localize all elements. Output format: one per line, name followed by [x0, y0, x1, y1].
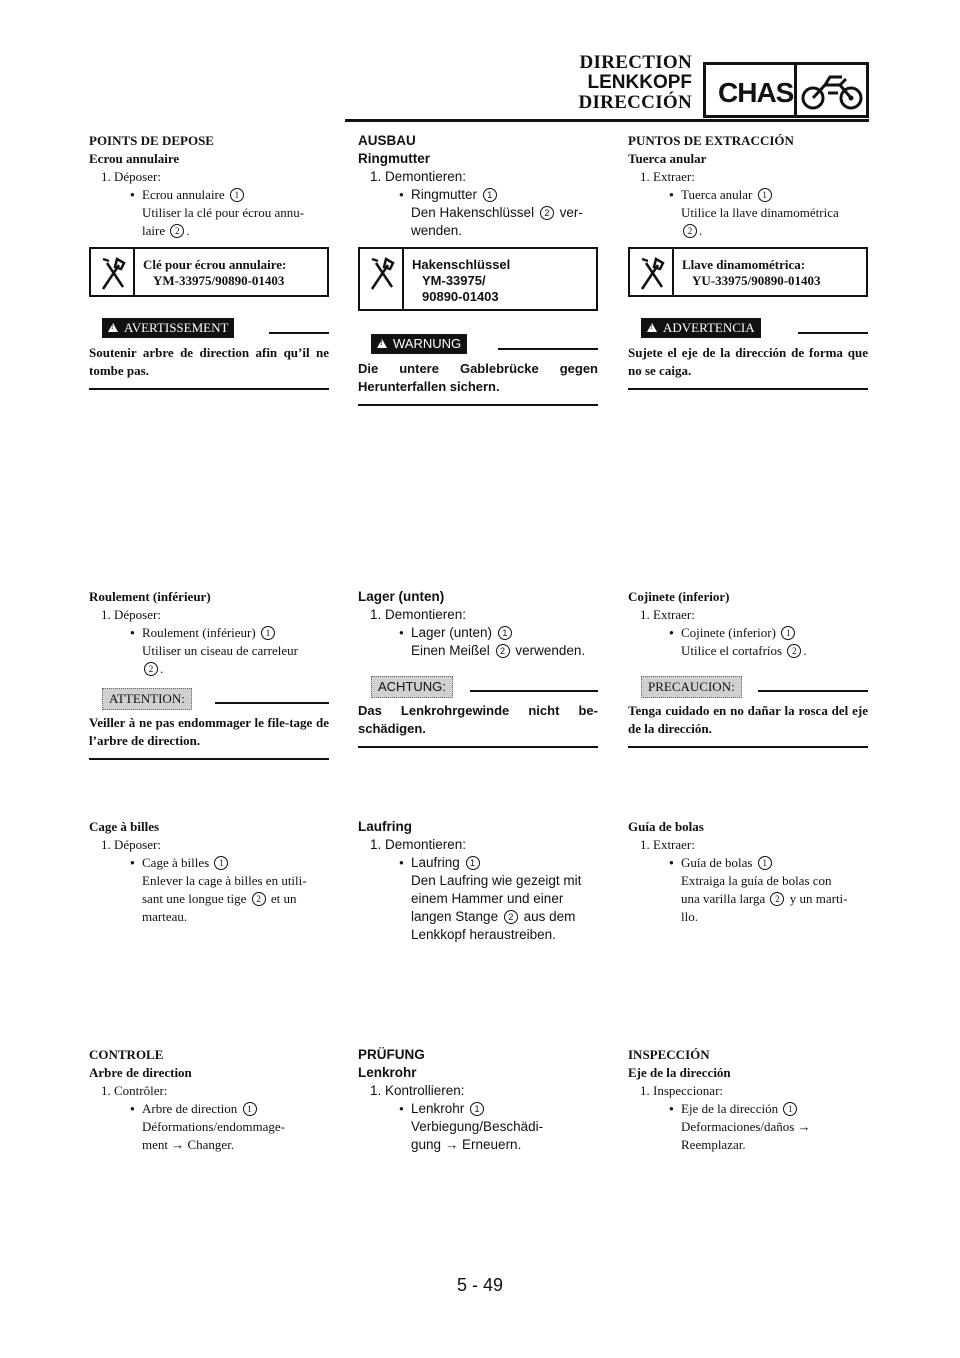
callout-1: 1: [783, 1102, 797, 1116]
de-section-bearing: [358, 588, 598, 660]
de-subheading: Lager (unten): [358, 589, 445, 604]
es-tool-number: YU-33975/90890-01403: [692, 273, 821, 288]
header-title-de: LENKKOPF: [587, 72, 692, 93]
es-caution-text: Tenga cuidado en no dañar la rosca del eje de la dirección.: [628, 703, 868, 736]
es-instruction: Utilice la llave dinamométrica 2 .: [681, 205, 839, 238]
de-bullet-text: Lager (unten): [411, 625, 493, 640]
divider: [498, 348, 598, 350]
fr-instruction: Utiliser la clé pour écrou annu- laire 2 .: [142, 205, 305, 238]
caution-badge: ATTENTION:: [102, 688, 192, 710]
de-instruction-text: Lenkkopf heraustreiben.: [411, 927, 556, 942]
es-step: 1. Inspeccionar:: [640, 1083, 724, 1098]
motorcycle-icon: [800, 71, 864, 111]
warning-label: WARNUNG: [393, 336, 462, 351]
es-subheading: Eje de la dirección: [628, 1065, 731, 1080]
es-instruction-text: Deformaciones/daños →: [681, 1119, 811, 1134]
wrench-icon: [630, 249, 674, 295]
es-subheading: Tuerca anular: [628, 151, 707, 166]
de-tool-name: Hakenschlüssel: [412, 257, 511, 272]
de-instruction: [358, 872, 598, 944]
fr-bullet-text: Roulement (inférieur): [142, 625, 256, 640]
callout-2: 2: [252, 892, 266, 906]
fr-caution-text: Veiller à ne pas endommager le file-tage de l’arbre de direction.: [89, 715, 329, 748]
fr-subheading: Arbre de direction: [89, 1065, 192, 1080]
divider: [89, 388, 329, 390]
de-instruction-text: verwenden.: [515, 643, 586, 658]
es-warning-text: Sujete el eje de la dirección de forma que no se caiga.: [628, 345, 868, 378]
es-instruction-text: Utilice el cortafríos: [681, 643, 783, 658]
es-bullet-item: [628, 186, 868, 204]
de-instruction-text: gung → Erneuern.: [411, 1137, 522, 1152]
fr-instruction-text: marteau.: [142, 909, 188, 924]
callout-1: 1: [758, 188, 772, 202]
es-bullet-text: Eje de la dirección: [681, 1101, 779, 1116]
callout-1: 1: [498, 626, 512, 640]
es-section-bearing: [628, 588, 868, 660]
fr-section-heading: POINTS DE DEPOSE: [89, 133, 214, 148]
de-instruction-text: einem Hammer und einer: [411, 891, 564, 906]
callout-1: 1: [261, 626, 275, 640]
fr-instruction-text: et un: [270, 891, 297, 906]
callout-1: 1: [483, 188, 497, 202]
callout-1: 1: [758, 856, 772, 870]
es-bullet-item: [628, 624, 868, 642]
fr-special-tool-box: [89, 247, 329, 297]
fr-bullet-item: [89, 854, 329, 872]
de-instruction-text: Einen Meißel: [411, 643, 490, 658]
divider: [358, 404, 598, 406]
fr-tool-number: YM-33975/90890-01403: [153, 273, 285, 288]
de-bullet-item: [358, 186, 598, 204]
de-bullet-item: [358, 854, 598, 872]
es-subheading: Cojinete (inferior): [628, 589, 730, 604]
fr-step: 1. Déposer:: [101, 607, 161, 622]
es-bullet-text: Guía de bolas: [681, 855, 753, 870]
warning-triangle-icon: [108, 323, 118, 332]
fr-bullet-text: Ecrou annulaire: [142, 187, 225, 202]
de-instruction-text: Verbiegung/Beschädi-: [411, 1119, 544, 1134]
fr-section-heading: CONTROLE: [89, 1047, 164, 1062]
callout-2: 2: [170, 224, 184, 238]
de-step: 1. Demontieren:: [370, 169, 467, 184]
page-number: 5 - 49: [456, 1275, 504, 1295]
es-instruction: [628, 1118, 868, 1154]
warning-badge: [641, 318, 761, 338]
de-caution-box: [358, 676, 598, 748]
warning-triangle-icon: [647, 323, 657, 332]
warning-label: AVERTISSEMENT: [124, 320, 229, 335]
de-bullet-item: [358, 624, 598, 642]
es-bullet-item: [628, 854, 868, 872]
fr-caution-box: [89, 688, 329, 760]
de-step: 1. Demontieren:: [370, 607, 467, 622]
es-subheading: Guía de bolas: [628, 819, 704, 834]
divider: [628, 746, 868, 748]
de-tool-number: 90890-01403: [422, 289, 499, 304]
header-title-es: DIRECCIÓN: [578, 92, 692, 113]
callout-1: 1: [781, 626, 795, 640]
es-bullet-item: [628, 1100, 868, 1118]
es-special-tool-box: [628, 247, 868, 297]
de-step: 1. Demontieren:: [370, 837, 467, 852]
de-subheading: Laufring: [358, 819, 412, 834]
de-instruction: [358, 642, 598, 660]
fr-bullet-text: Arbre de direction: [142, 1101, 238, 1116]
de-step: 1. Kontrollieren:: [370, 1083, 465, 1098]
divider: [215, 702, 329, 704]
callout-2: 2: [540, 206, 554, 220]
fr-section-ring-nut: [89, 132, 329, 240]
de-section-heading: AUSBAU: [358, 133, 416, 148]
wrench-icon: [91, 249, 135, 295]
fr-instruction-text: ment → Changer.: [142, 1137, 235, 1152]
fr-section-race: [89, 818, 329, 926]
fr-instruction: [89, 1118, 329, 1154]
fr-bullet-item: [89, 1100, 329, 1118]
fr-instruction-text: Enlever la cage à billes en utili-: [142, 873, 307, 888]
callout-2: 2: [496, 644, 510, 658]
de-section-inspection: [358, 1046, 598, 1154]
divider: [470, 690, 598, 692]
warning-badge: [102, 318, 234, 338]
de-instruction: [358, 204, 598, 240]
fr-warning-box: [89, 318, 329, 390]
fr-section-inspection: [89, 1046, 329, 1154]
fr-instruction-text: Utiliser la clé pour écrou annu-: [142, 205, 305, 220]
warning-label: ADVERTENCIA: [663, 320, 755, 335]
divider: [628, 388, 868, 390]
wrench-icon: [360, 249, 404, 309]
chas-separator: [794, 65, 797, 115]
fr-bullet-item: [89, 186, 329, 204]
es-instruction: Utilice el cortafríos 2 .: [681, 643, 807, 658]
es-caution-box: [628, 676, 868, 748]
es-instruction-text: Extraiga la guía de bolas con: [681, 873, 832, 888]
divider: [89, 758, 329, 760]
de-instruction-text: langen Stange: [411, 909, 499, 924]
es-tool-text: [682, 257, 867, 289]
fr-subheading: Ecrou annulaire: [89, 151, 180, 166]
de-instruction-text: Den Hakenschlüssel: [411, 205, 535, 220]
fr-instruction-text: sant une longue tige: [142, 891, 247, 906]
es-step: 1. Extraer:: [640, 607, 695, 622]
fr-step: 1. Contrôler:: [101, 1083, 168, 1098]
es-section-ring-nut: [628, 132, 868, 240]
de-tool-text: [412, 257, 597, 305]
divider: [269, 332, 329, 334]
callout-1: 1: [243, 1102, 257, 1116]
es-step: 1. Extraer:: [640, 169, 695, 184]
de-subheading: Ringmutter: [358, 151, 430, 166]
fr-subheading: Roulement (inférieur): [89, 589, 211, 604]
caution-badge: PRECAUCION:: [641, 676, 742, 698]
es-step: 1. Extraer:: [640, 837, 695, 852]
fr-subheading: Cage à billes: [89, 819, 160, 834]
es-instruction: [628, 872, 868, 926]
fr-step: 1. Déposer:: [101, 169, 161, 184]
es-instruction-text: una varilla larga: [681, 891, 766, 906]
de-instruction: [358, 1118, 598, 1154]
es-bullet-text: Cojinete (inferior): [681, 625, 776, 640]
caution-badge: ACHTUNG:: [371, 676, 453, 698]
fr-bullet-text: Cage à billes: [142, 855, 210, 870]
es-section-inspection: [628, 1046, 868, 1154]
de-section-heading: PRÜFUNG: [358, 1047, 425, 1062]
de-bullet-text: Ringmutter: [411, 187, 478, 202]
header-rule: [345, 119, 869, 122]
callout-2: 2: [144, 662, 158, 676]
es-instruction-text: Utilice la llave dinamométrica: [681, 205, 839, 220]
warning-triangle-icon: [377, 339, 387, 348]
de-instruction-text: ver-: [559, 205, 583, 220]
de-bullet-text: Lenkrohr: [411, 1101, 465, 1116]
header-title-fr: DIRECTION: [579, 52, 692, 73]
fr-tool-name: Clé pour écrou annulaire:: [143, 257, 287, 272]
de-warning-box: [358, 334, 598, 406]
callout-2: 2: [683, 224, 697, 238]
callout-2: 2: [504, 910, 518, 924]
callout-1: 1: [470, 1102, 484, 1116]
fr-instruction-text: Utiliser un ciseau de carreleur: [142, 643, 298, 658]
de-instruction-text: wenden.: [411, 223, 463, 238]
callout-2: 2: [787, 644, 801, 658]
fr-warning-text: Soutenir arbre de direction afin qu’il ne tombe pas.: [89, 345, 329, 378]
fr-instruction-text: Déformations/endommage-: [142, 1119, 285, 1134]
de-section-ring-nut: [358, 132, 598, 240]
divider: [758, 690, 868, 692]
chas-label: CHAS: [718, 77, 794, 108]
es-tool-name: Llave dinamométrica:: [682, 257, 806, 272]
fr-instruction-text: laire: [142, 223, 166, 238]
de-tool-number: YM-33975/: [422, 273, 486, 288]
warning-badge: [371, 334, 467, 354]
es-bullet-text: Tuerca anular: [681, 187, 753, 202]
chas-section-badge: [703, 62, 869, 118]
de-warning-text: Die untere Gablebrücke gegen Herunterfallen sichern.: [358, 361, 598, 394]
es-section-race: [628, 818, 868, 926]
divider: [798, 332, 868, 334]
callout-1: 1: [466, 856, 480, 870]
fr-section-bearing: [89, 588, 329, 678]
es-instruction-text: y un marti-: [789, 891, 848, 906]
de-bullet-text: Laufring: [411, 855, 460, 870]
fr-tool-text: [143, 257, 328, 289]
callout-1: 1: [230, 188, 244, 202]
de-subheading: Lenkrohr: [358, 1065, 417, 1080]
callout-2: 2: [770, 892, 784, 906]
de-instruction-text: aus dem: [523, 909, 576, 924]
fr-bullet-item: [89, 624, 329, 642]
fr-instruction: [89, 872, 329, 926]
es-instruction-text: Reemplazar.: [681, 1137, 746, 1152]
de-special-tool-box: [358, 247, 598, 311]
divider: [358, 746, 598, 748]
de-bullet-item: [358, 1100, 598, 1118]
es-section-heading: PUNTOS DE EXTRACCIÓN: [628, 133, 794, 148]
callout-1: 1: [214, 856, 228, 870]
de-section-race: [358, 818, 598, 944]
es-warning-box: [628, 318, 868, 390]
fr-instruction: Utiliser un ciseau de carreleur 2 .: [142, 643, 298, 676]
de-caution-text: Das Lenkrohrgewinde nicht be-schädigen.: [358, 703, 598, 736]
es-instruction-text: llo.: [681, 909, 698, 924]
de-instruction-text: Den Laufring wie gezeigt mit: [411, 873, 582, 888]
es-section-heading: INSPECCIÓN: [628, 1047, 710, 1062]
fr-step: 1. Déposer:: [101, 837, 161, 852]
